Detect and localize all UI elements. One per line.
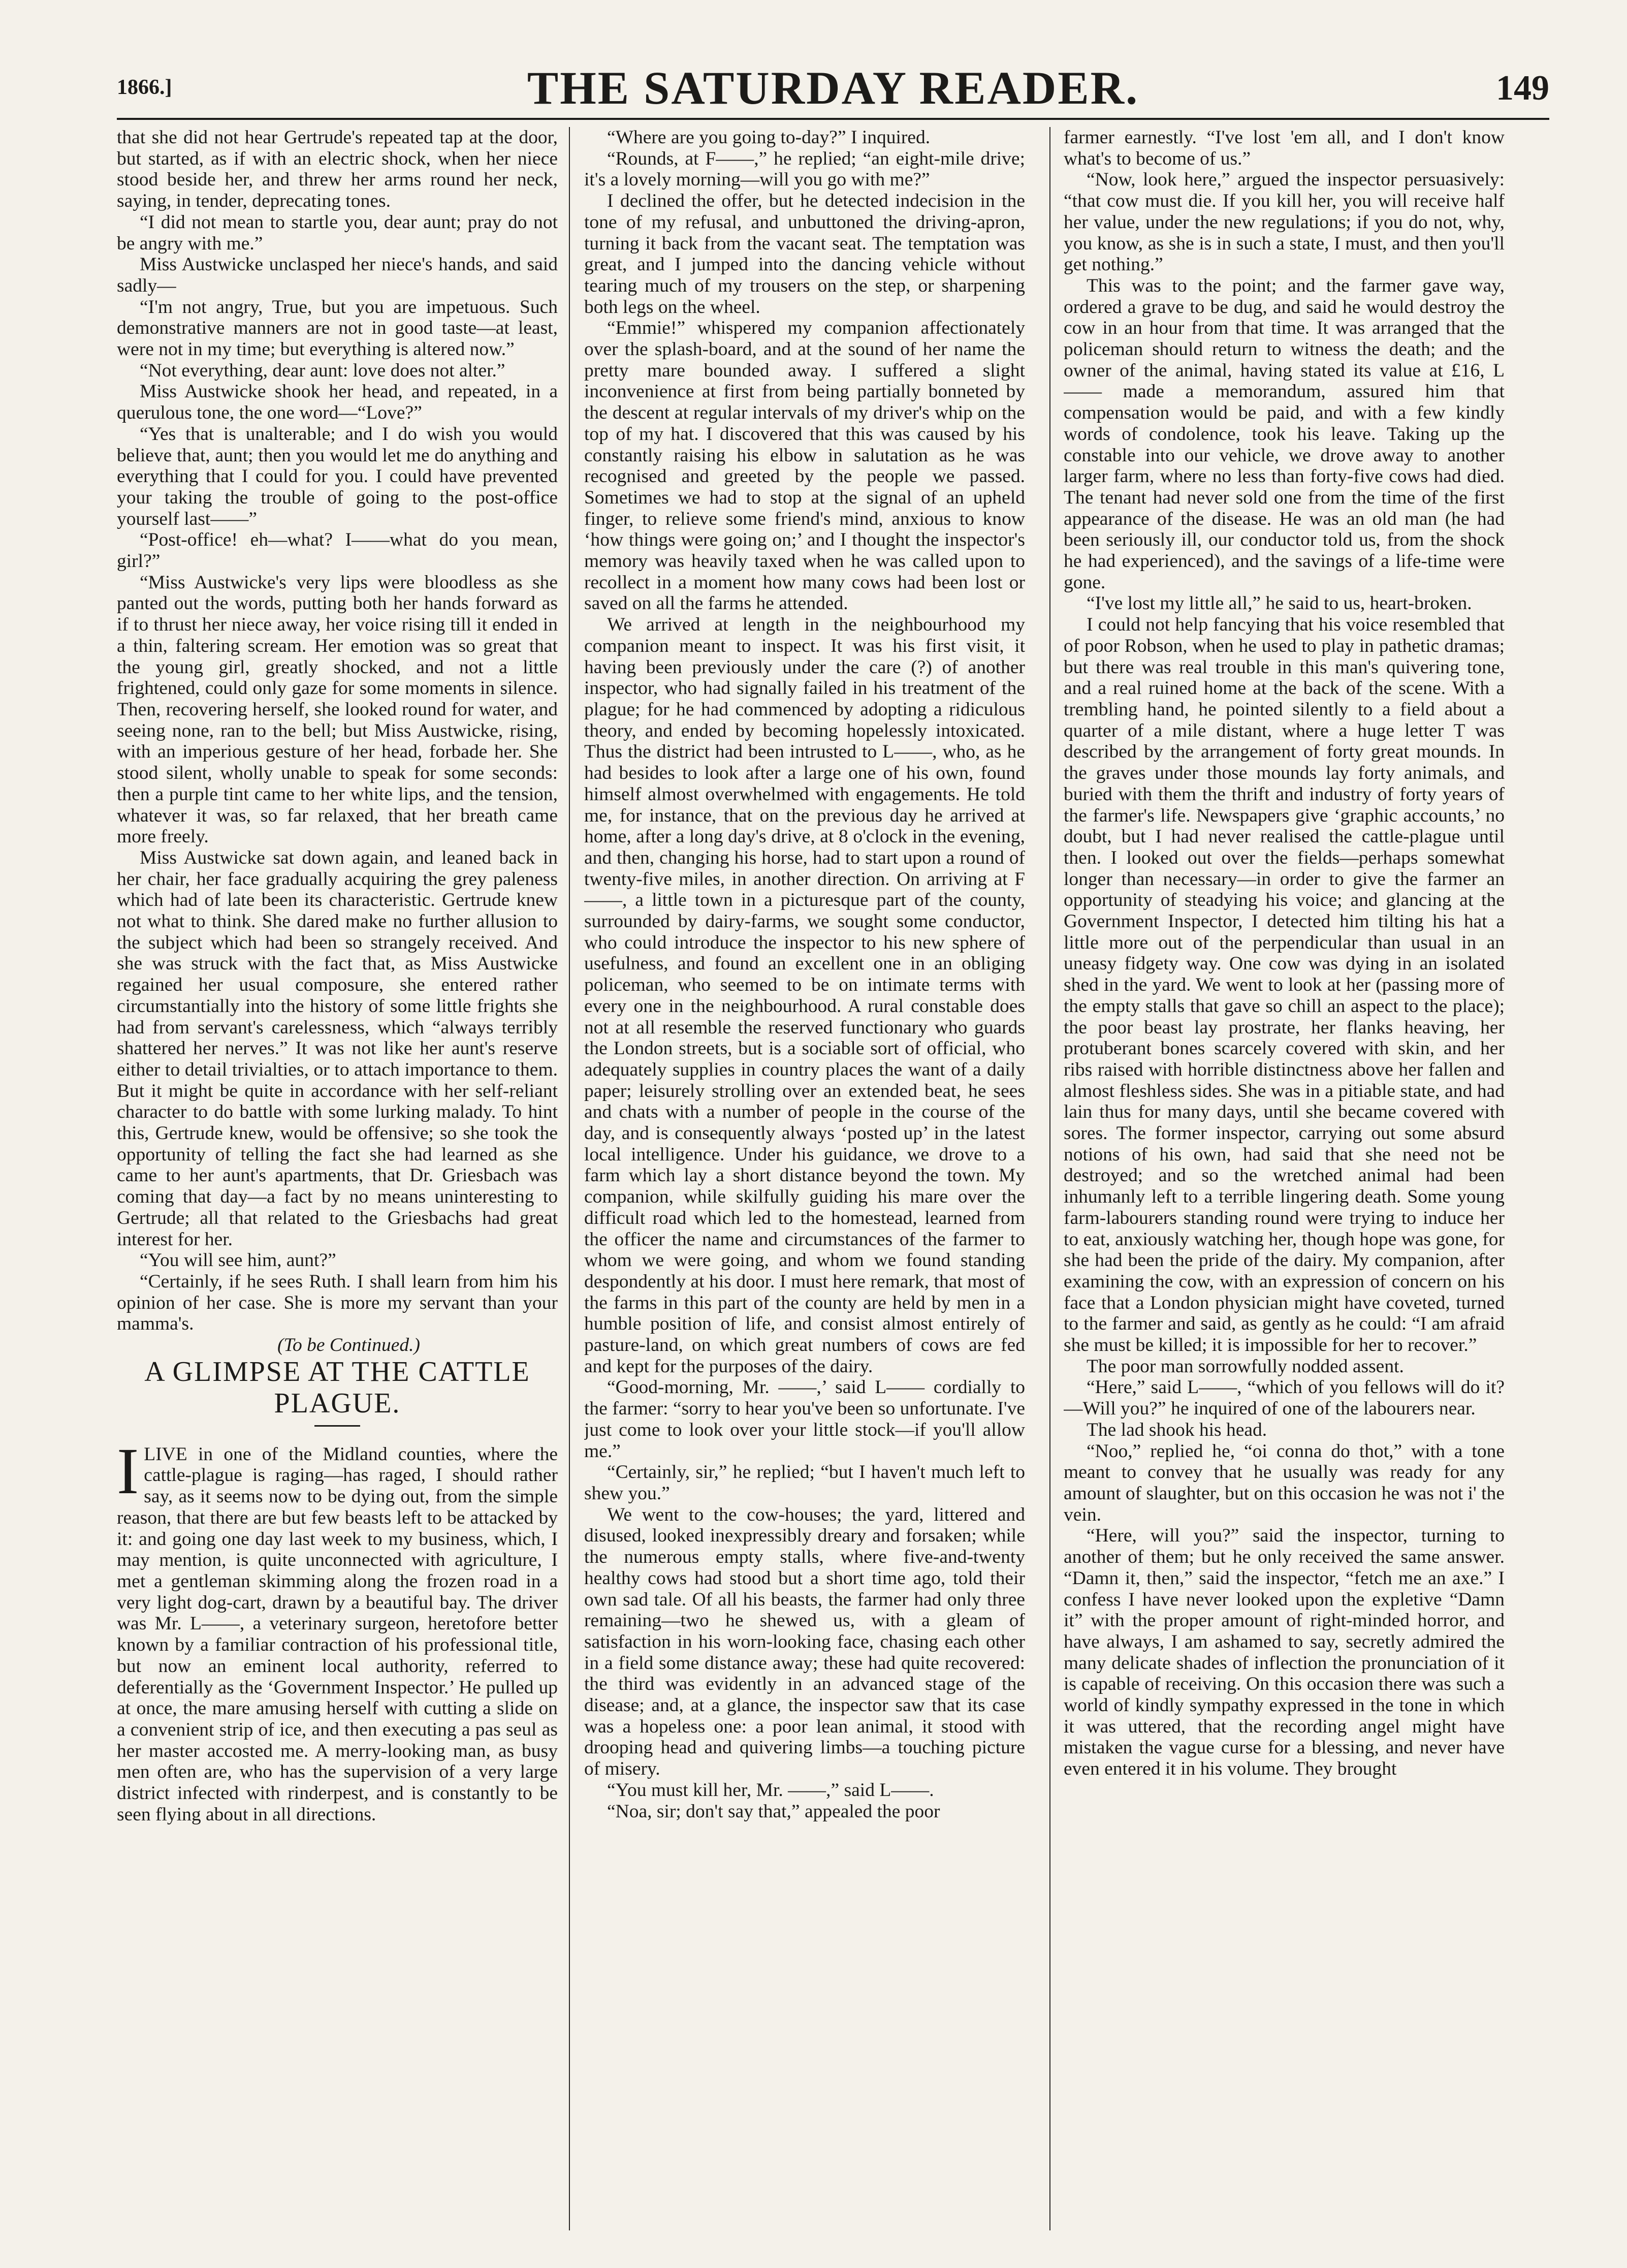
- paragraph: “Here,” said L——, “which of you fellows will do it?—Will you?” he inquired of one of the labourers near.: [1064, 1377, 1505, 1420]
- paragraph: “Here, will you?” said the inspector, turning to another of them; but he only received the same answer. “Damn it, then,” said the inspector, “fetch me an axe.” I confess I have never looked upon the expletive “Damn it” with the proper amount of right-minded horror, and have always, I am ashamed to say, secretly admired the many delicate shades of inflection the pronunciation of it is capable of receiving. On this occasion there was such a world of kindly sympathy expressed in the tone in which it was uttered, that the recording angel might have mistaken the vague curse for a blessing, and never have even entered it in his volume. They brought: [1064, 1525, 1505, 1780]
- page-number: 149: [1496, 69, 1549, 108]
- column-divider: [1049, 127, 1050, 2230]
- paragraph: “Not everything, dear aunt: love does not alter.”: [140, 360, 505, 381]
- paragraph: “Good-morning, Mr. ——,’ said L—— cordially to the farmer: “sorry to hear you've been so unfortunate. I've just come to look over your little stock—if you'll allow me.”: [584, 1377, 1025, 1462]
- newspaper-title: THE SATURDAY READER.: [527, 62, 1139, 114]
- article-heading: A GLIMPSE AT THE CATTLE PLAGUE.: [144, 1356, 530, 1419]
- paragraph: I could not help fancying that his voice resembled that of poor Robson, when he used to play in pathetic dramas; but there was real trouble in this man's quivering tone, and a real ruined home at the back of the scene. With a trembling hand, he pointed silently to a field about a quarter of a mile distant, where a huge letter T was described by the arrangement of forty great mounds. In the graves under those mounds lay forty animals, and buried with them the thrift and industry of forty years of the farmer's life. Newspapers give ‘graphic accounts,’ no doubt, but I had never realised the cattle-plague until then. I looked out over the fields—perhaps somewhat longer than necessary—in order to give the farmer an opportunity of steadying his voice; and glancing at the Government Inspector, I detected him tilting his hat a little more out of the perpendicular than usual in an uneasy fidgety way. One cow was dying in an isolated shed in the yard. We went to look at her (passing more of the empty stalls that gave so chill an aspect to the place); the poor beast lay prostrate, her flanks heaving, her protuberant bones scarcely covered with skin, and her ribs raised with horrible distinctness above her fallen and almost fleshless sides. She was in a pitiable state, and had lain thus for many days, until she became covered with sores. The former inspector, carrying out some absurd notions of his own, had said that she need not be destroyed; and so the wretched animal had been inhumanly left to a terrible lingering death. Some young farm-labourers standing round were trying to induce her to eat, anxiously watching her, though hope was gone, for she had been the pride of the dairy. My companion, after examining the cow, with an expression of concern on his face that a London physician might have coveted, turned to the farmer and said, as gently as he could: “I am afraid she must be killed; it is impossible for her to recover.”: [1064, 614, 1505, 1356]
- paragraph: “I've lost my little all,” he said to us, heart-broken.: [1087, 593, 1472, 614]
- paragraph: “Now, look here,” argued the inspector persuasively: “that cow must die. If you kill her, you will receive half her value, under the new regulations; if you do not, why, you know, as she is in such a state, I must, and then you'll get nothing.”: [1064, 169, 1505, 275]
- paragraph: “Noo,” replied he, “oi conna do thot,” with a tone meant to convey that he usually was ready for any amount of slaughter, but on this occasion he was not i' the vein.: [1064, 1440, 1505, 1525]
- paragraph: “You must kill her, Mr. ——,” said L——.: [607, 1779, 934, 1801]
- paragraph: “Certainly, if he sees Ruth. I shall learn from him his opinion of her case. She is more my servant than your mamma's.: [117, 1271, 558, 1335]
- paragraph: “Noa, sir; don't say that,” appealed the poor: [607, 1801, 940, 1822]
- paragraph: “Miss Austwicke's very lips were bloodless as she panted out the words, putting both her hands forward as if to thrust her niece away, her voice rising till it ended in a thin, faltering scream. Her emotion was so great that the young girl, greatly shocked, and not a little frightened, could only gaze for some moments in silence. Then, recovering herself, she looked round for water, and seeing none, ran to the bell; but Miss Austwicke, rising, with an imperious gesture of her head, forbade her. She stood silent, wholly unable to speak for some seconds: then a purple tint came to her white lips, and the tension, whatever it was, so far relaxed, that her breath came more freely.: [117, 572, 558, 847]
- drop-cap: I: [117, 1434, 139, 1508]
- paragraph: “Where are you going to-day?” I inquired.: [607, 127, 931, 148]
- column-1: [117, 127, 558, 2230]
- paragraph: “I'm not angry, True, but you are impetuous. Such demonstrative manners are not in good taste—at least, were not in my time; but everything is altered now.”: [117, 296, 558, 360]
- column-3: [1064, 127, 1505, 2230]
- paragraph: “Post-office! eh—what? I——what do you mean, girl?”: [117, 529, 558, 572]
- paragraph: “You will see him, aunt?”: [140, 1250, 336, 1271]
- issue-year: 1866.]: [117, 76, 172, 99]
- to-be-continued: (To be Continued.): [277, 1335, 420, 1356]
- paragraph: We arrived at length in the neighbourhood my companion meant to inspect. It was his first visit, it having been previously under the care (?) of another inspector, who had signally failed in his treatment of the plague; for he had commenced by adopting a ridiculous theory, and ended by becoming hopelessly intoxicated. Thus the district had been intrusted to L——, who, as he had besides to look after a large one of his own, found himself almost overwhelmed with engagements. He told me, for instance, that on the previous day he arrived at home, after a long day's drive, at 8 o'clock in the evening, and then, changing his horse, had to start upon a round of twenty-five miles, in another direction. On arriving at F——, a little town in a picturesque part of the county, surrounded by dairy-farms, we sought some conductor, who could introduce the inspector to his new sphere of usefulness, and found an excellent one in an obliging policeman, who seemed to be on intimate terms with every one in the neighbourhood. A rural constable does not at all resemble the reserved functionary who guards the London streets, but is a sociable sort of official, who adequately supplies in country places the want of a daily paper; leisurely strolling over an extended beat, he sees and chats with a number of people in the course of the day, and is consequently always ‘posted up’ in the latest local intelligence. Under his guidance, we drove to a farm which lay a short distance beyond the town. My companion, while skilfully guiding his mare over the difficult road which led to the homestead, learned from the officer the name and circumstances of the farmer to whom we were going, and whom we found standing despondently at his door. I must here remark, that most of the farms in this part of the county are held by men in a humble position of life, and consist almost entirely of pasture-land, on which great numbers of cows are fed and kept for the purposes of the dairy.: [584, 614, 1025, 1377]
- paragraph: “Rounds, at F——,” he replied; “an eight-mile drive; it's a lovely morning—will you go with me?”: [584, 148, 1025, 191]
- paragraph: that she did not hear Gertrude's repeated tap at the door, but started, as if with an electric shock, when her niece stood beside her, and threw her arms round her neck, saying, in tender, deprecating tones.: [117, 127, 558, 212]
- paragraph: “I did not mean to startle you, dear aunt; pray do not be angry with me.”: [117, 211, 558, 254]
- masthead-rule: [117, 118, 1549, 120]
- column-divider: [569, 127, 570, 2230]
- paragraph: We went to the cow-houses; the yard, littered and disused, looked inexpressibly dreary and forsaken; while the numerous empty stalls, where five-and-twenty healthy cows had stood but a short time ago, told their own sad tale. Of all his beasts, the farmer had only three remaining—two he shewed us, with a gleam of satisfaction in his worn-looking face, chasing each other in a field some distance away; these had quite recovered: the third was evidently in an advanced stage of the disease; and, at a glance, the inspector saw that its case was a hopeless one: a poor lean animal, it stood with drooping head and quivering limbs—a touching picture of misery.: [584, 1504, 1025, 1780]
- paragraph: farmer earnestly. “I've lost 'em all, and I don't know what's to become of us.”: [1064, 127, 1505, 169]
- paragraph: Miss Austwicke shook her head, and repeated, in a querulous tone, the one word—“Love?”: [117, 381, 558, 424]
- paragraph: The lad shook his head.: [1087, 1419, 1267, 1440]
- paragraph: Miss Austwicke sat down again, and leaned back in her chair, her face gradually acquiring the grey paleness which had of late been its characteristic. Gertrude knew not what to think. She dared make no further allusion to the subject which had been so strangely received. And she was struck with the fact that, as Miss Austwicke regained her usual composure, she entered rather circumstantially into the history of some little frights she had from servant's carelessness, which “always terribly shattered her nerves.” It was not like her aunt's reserve either to detail trivialties, or to attach importance to them. But it might be quite in accordance with her self-reliant character to do battle with some lurking malady. To hint this, Gertrude knew, would be offensive; so she took the opportunity of telling the fact she had learned as she came to her aunt's apartments, that Dr. Griesbach was coming that day—a fact by no means uninteresting to Gertrude; all that related to the Griesbachs had great interest for her.: [117, 847, 558, 1250]
- paragraph: Miss Austwicke unclasped her niece's hands, and said sadly—: [117, 254, 558, 296]
- paragraph: “Emmie!” whispered my companion affectionately over the splash-board, and at the sound of her name the pretty mare bounded away. I suffered a slight inconvenience at first from being partially bonneted by the descent at regular intervals of my driver's whip on the top of my hat. I discovered that this was caused by his constantly raising his elbow in salutation as he was recognised and greeted by the people we passed. Sometimes we had to stop at the signal of an upheld finger, to relieve some friend's mind, anxious to know ‘how things were going on;’ and I thought the inspector's memory was heavily taxed when he was called upon to recollect in a moment how many cows had been lost or saved on all the farms he attended.: [584, 318, 1025, 614]
- paragraph: This was to the point; and the farmer gave way, ordered a grave to be dug, and said he would destroy the cow in an hour from that time. It was arranged that the policeman should return to witness the death; and the owner of the animal, having stated its value at £16, L—— made a memorandum, assured him that compensation would be paid, and with a few kindly words of condolence, took his leave. Taking up the constable into our vehicle, we drove away to another larger farm, where no less than forty-five cows had died. The tenant had never sold one from the time of the first appearance of the disease. He was an old man (he had been seriously ill, our conductor told us, from the shock he had experienced), and the savings of a life-time were gone.: [1064, 275, 1505, 593]
- column-2: [584, 127, 1025, 2230]
- lead-words: LIVE: [144, 1443, 187, 1465]
- paragraph: The poor man sorrowfully nodded assent.: [1087, 1356, 1404, 1377]
- heading-rule: [314, 1425, 360, 1427]
- article-lead-paragraph: [117, 1434, 558, 1825]
- paragraph: “Certainly, sir,” he replied; “but I haven't much left to shew you.”: [584, 1462, 1025, 1504]
- masthead: [117, 61, 1549, 117]
- paragraph: “Yes that is unalterable; and I do wish you would believe that, aunt; then you would let me do anything and everything that I could for you. I could have prevented your taking the trouble of going to the post-office yourself last——”: [117, 423, 558, 529]
- paragraph: I declined the offer, but he detected indecision in the tone of my refusal, and unbuttoned the driving-apron, turning it back from the vacant seat. The temptation was great, and I jumped into the dancing vehicle without tearing much of my trousers on the step, or sharpening both legs on the wheel.: [584, 191, 1025, 318]
- lead-paragraph-text: in one of the Midland counties, where the cattle-plague is raging—has raged, I should rather say, as it seems now to be dying out, from the simple reason, that there are but few beasts left to be attacked by it: and going one day last week to my business, which, I may mention, is quite unconnected with agriculture, I met a gentleman skimming along the frozen road in a very light dog-cart, drawn by a beautiful bay. The driver was Mr. L——, a veterinary surgeon, heretofore better known by a familiar contraction of his professional title, but now an eminent local authority, referred to deferentially as the ‘Government Inspector.’ He pulled up at once, the mare amusing herself with cutting a slide on a convenient strip of ice, and then executing a pas seul as her master accosted me. A merry-looking man, as busy men often are, who has the supervision of a very large district infected with rinderpest, and is constantly to be seen flying about in all directions.: [117, 1443, 558, 1825]
